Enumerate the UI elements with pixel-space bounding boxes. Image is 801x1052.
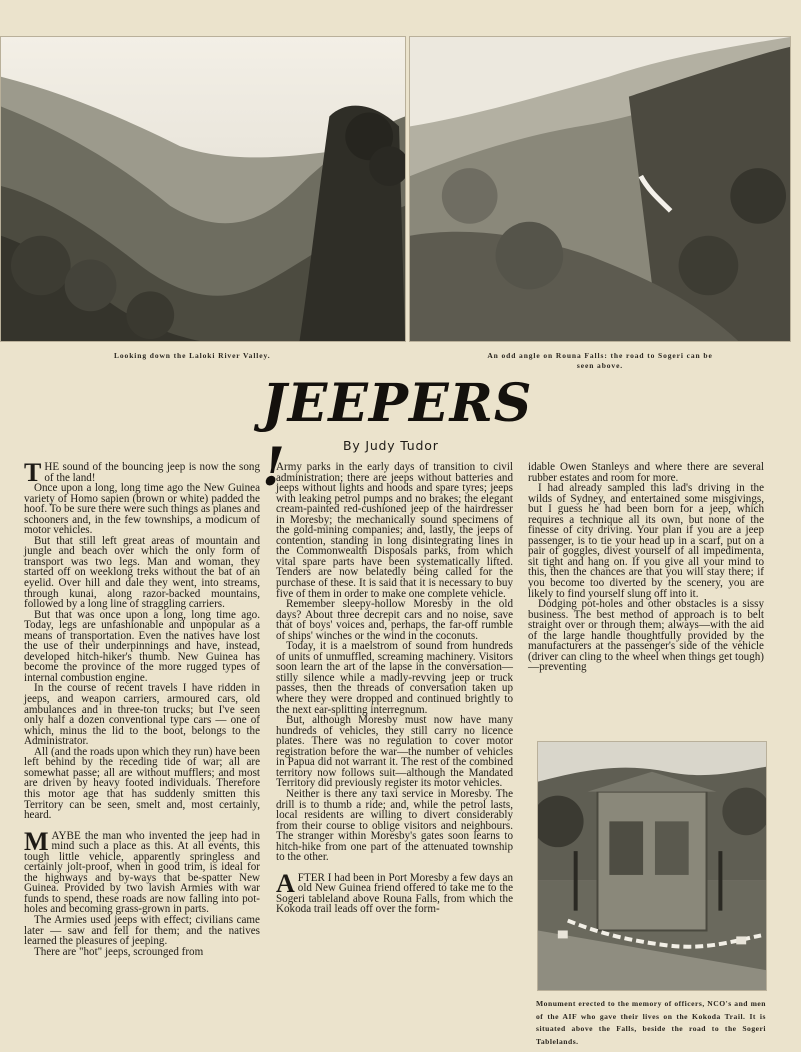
- paragraph: Remember sleepy-hollow Moresby in the old days? About three decrepit cars and no noise, save that of boys' voices and, perhaps, the far-off rumble of ships' winches or the wind in the coconuts.: [276, 598, 513, 642]
- paragraph: Dodging pot-holes and other obstacles is a sissy business. The best method of approach is to belt straight over or through them; always—with the aid of the large handle thoughtfully provided by the manufacturers at the passenger's side of the vehicle (driver can cling to the wheel when things get tough)—preventing: [528, 598, 764, 674]
- article-title: JEEPERS !: [262, 373, 533, 498]
- drop-cap: A: [276, 868, 295, 898]
- photo-caption-right: An odd angle on Rouna Falls: the road to Sogeri can be seen above.: [487, 351, 713, 370]
- paragraph: Army parks in the early days of transition to civil administration; there are jeeps without batteries and jeeps without lights and hoods and spare tyres; jeeps with leaking petrol pumps and no brakes; the elegant cream-painted red-cushioned jeep of the hairdresser in Moresby; the mechanically sound specimens of the gold-mining companies; and, lastly, the jeeps of contention, standing in long disintegrating lines in the Commonwealth Disposals parks, from which vital spare parts have been systematically lifted. Tenders are now belatedly being called for the purchase of these. It is said that it is necessary to buy five of them in order to make one complete vehicle.: [276, 461, 513, 600]
- paragraph: THE sound of the bouncing jeep is now the song of the land!: [24, 458, 260, 487]
- paragraph: But, although Moresby must now have many hundreds of vehicles, they still carry no licence plates. There was no regulation to cover motor registration before the war—the number of vehicles in Papua did not warrant it. The rest of the combined territory now follows suit—although the Mandated Territory did previously register its motor vehicles.: [276, 714, 513, 790]
- photo-caption-bottom: Monument erected to the memory of officers, NCO's and men of the AIF who gave their lives on the Kokoda Trail. It is situated above the Falls, beside the road to the Sogeri Tablelands.: [536, 999, 766, 1046]
- article-column-3: [528, 462, 764, 673]
- paragraph: But that still left great areas of mountain and jungle and beach over which the only form of transport was two legs. Man and woman, they started off on weeklong treks without the bat of an eyelid. Over hill and dale they went, into streams, through kunai, along razor-backed mountains, followed by a long line of straggling carriers.: [24, 534, 260, 611]
- paragraph: Once upon a long, long time ago the New Guinea variety of Homo sapien (brown or white) padded the hoof. To be sure there were such things as planes and schooners and, in the few townships, a modicum of motor vehicles.: [24, 482, 260, 537]
- photo-caption-left: Looking down the Laloki River Valley.: [114, 351, 271, 360]
- paragraph: The Armies used jeeps with effect; civilians came later — saw and fell for them; and the natives learned the pleasures of jeeping.: [24, 913, 260, 948]
- paragraph: I had already sampled this lad's driving in the wilds of Sydney, and entertained some misgivings, but I guess he had been born for a jeep, which requires a technique all its own, but none of the finesse of city driving. Your plan if you are a jeep passenger, is to tie your head up in a scarf, put on a pair of goggles, divest yourself of all impedimenta, sit tight and hang on. If you give all your mind to this, then the chances are that you will stay there; if you become too diverted by the scenery, you are likely to find yourself slung off into it.: [528, 482, 764, 600]
- article-column-2: [276, 462, 513, 915]
- paragraph: Neither is there any taxi service in Moresby. The drill is to thumb a ride; and, while the petrol lasts, local residents are willing to divert considerably from their course to oblige visitors and neighbours. The stranger within Moresby's gates soon learns to hitch-hike from one part of the attenuated township to the other.: [276, 787, 513, 864]
- article-column-1: [24, 458, 260, 958]
- article-byline: By Judy Tudor: [343, 438, 439, 453]
- monument-photo: [537, 741, 767, 991]
- paragraph: But that was once upon a long, long time ago. Today, legs are unfashionable and unpopular as a means of transportation. Even the natives have lost the use of their underpinnings and have, instead, developed hitch-hiker's thumb. New Guinea has become the province of the more rugged types of internal combustion engine.: [24, 608, 260, 684]
- paragraph: All (and the roads upon which they run) have been left behind by the receding tide of war; all are somewhat passe; all are without mufflers; and most are driven by heavy footed individuals. Therefore this motor age that has suddenly smitten this Territory can be seen, smelt and, most certainly, heard.: [24, 745, 260, 822]
- paragraph: idable Owen Stanleys and where there are several rubber estates and room for more.: [528, 461, 764, 484]
- drop-cap: T: [24, 458, 42, 487]
- drop-cap: M: [24, 826, 49, 856]
- paragraph: Today, it is a maelstrom of sound from hundreds of units of unmuffled, screaming machinery. Visitors soon learn the art of the lapse in the conversation—stilly silence while a madly-revving jeep or truck passes, then the threads of conversation taken up where they were dropped and continued brightly to the next ear-splitting interregnum.: [276, 640, 513, 716]
- rouna-falls-photo: [409, 36, 791, 342]
- paragraph: There are "hot" jeeps, scrounged from: [34, 945, 204, 958]
- paragraph: MAYBE the man who invented the jeep had in mind such a place as this. At all events, this tough little vehicle, apparently springless and certainly jolt-proof, when in good trim, is ideal for the highways and by-ways that be-spatter New Guinea. Provided by two lavish Armies with war funds to spend, these roads are now falling into pot-holes and becoming grass-grown in parts.: [24, 826, 260, 916]
- paragraph: AFTER I had been in Port Moresby a few days an old New Guinea friend offered to take me to the Sogeri tableland above Rouna Falls, from which the Kokoda trail leads off over the form-: [276, 868, 513, 916]
- laloki-valley-photo: [0, 36, 406, 342]
- paragraph: In the course of recent travels I have ridden in jeeps, and weapon carriers, armoured cars, old ambulances and in three-ton trucks; but I've seen only half a dozen conventional type cars — one of which, minus the lid to the boot, belongs to the Administrator.: [24, 682, 260, 748]
